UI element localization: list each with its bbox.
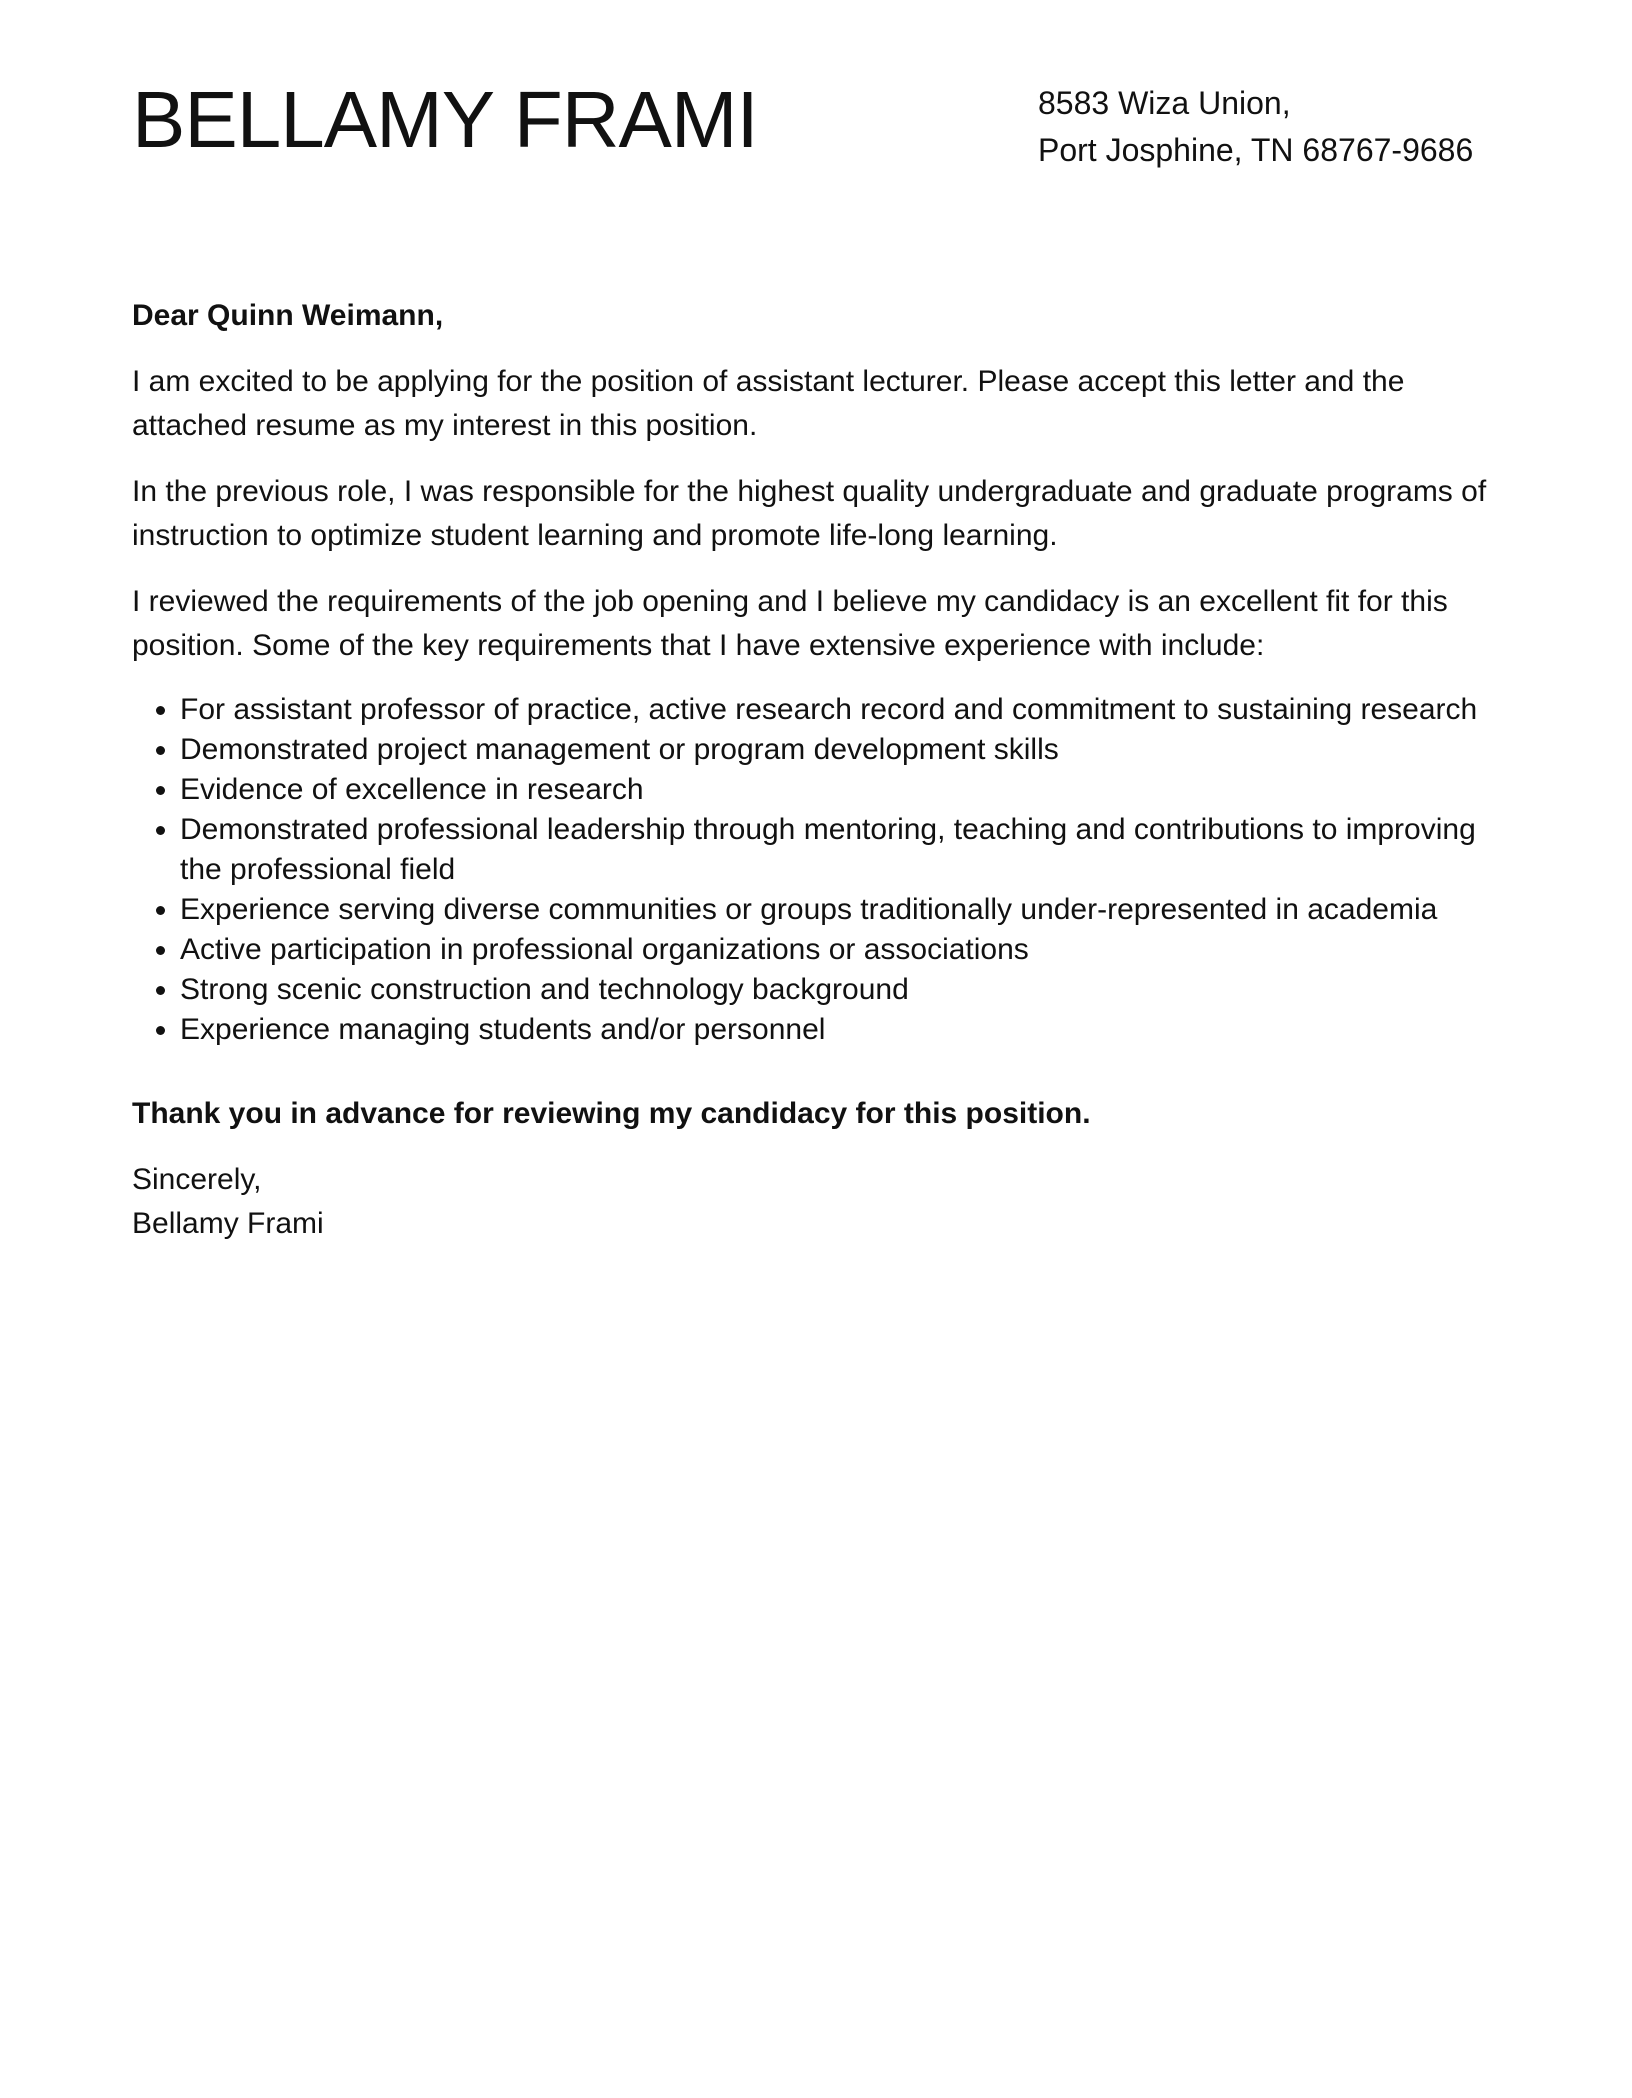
requirements-intro-paragraph: I reviewed the requirements of the job opening and I believe my candidacy is an excellent fit for this position. Some of the key requirements that I have extensive experience with include: (132, 585, 1448, 662)
requirements-list (132, 690, 1502, 1050)
list-item: • Active participation in professional organizations or associations (180, 930, 1502, 970)
signature-name: Bellamy Frami (132, 1207, 324, 1240)
salutation: Dear Quinn Weimann, (132, 299, 444, 332)
list-item: • Experience serving diverse communities or groups traditionally under-represented in academia (180, 890, 1502, 930)
address-line-2: Port Josphine, TN 68767-9686 (1038, 132, 1474, 168)
signoff-block (132, 1158, 1502, 1246)
intro-paragraph: I am excited to be applying for the position of assistant lecturer. Please accept this letter and the attached resume as my interest in this position. (132, 365, 1405, 442)
applicant-name: BELLAMY FRAMI (132, 75, 758, 164)
signoff: Sincerely, (132, 1163, 262, 1196)
list-item: • Demonstrated professional leadership through mentoring, teaching and contributions to improving the professional field (180, 810, 1502, 890)
letter-body (132, 294, 1502, 1246)
list-item: • Evidence of excellence in research (180, 770, 1502, 810)
list-item: • Demonstrated project management or program development skills (180, 730, 1502, 770)
list-item: • Experience managing students and/or personnel (180, 1010, 1502, 1050)
closing-statement: Thank you in advance for reviewing my candidacy for this position. (132, 1097, 1091, 1130)
previous-role-paragraph: In the previous role, I was responsible for the highest quality undergraduate and graduate programs of instruction to optimize student learning and promote life-long learning. (132, 475, 1487, 552)
address-line-1: 8583 Wiza Union, (1038, 85, 1291, 121)
list-item: • For assistant professor of practice, active research record and commitment to sustaining research (180, 690, 1502, 730)
applicant-address (1038, 80, 1473, 174)
list-item: • Strong scenic construction and technology background (180, 970, 1502, 1010)
